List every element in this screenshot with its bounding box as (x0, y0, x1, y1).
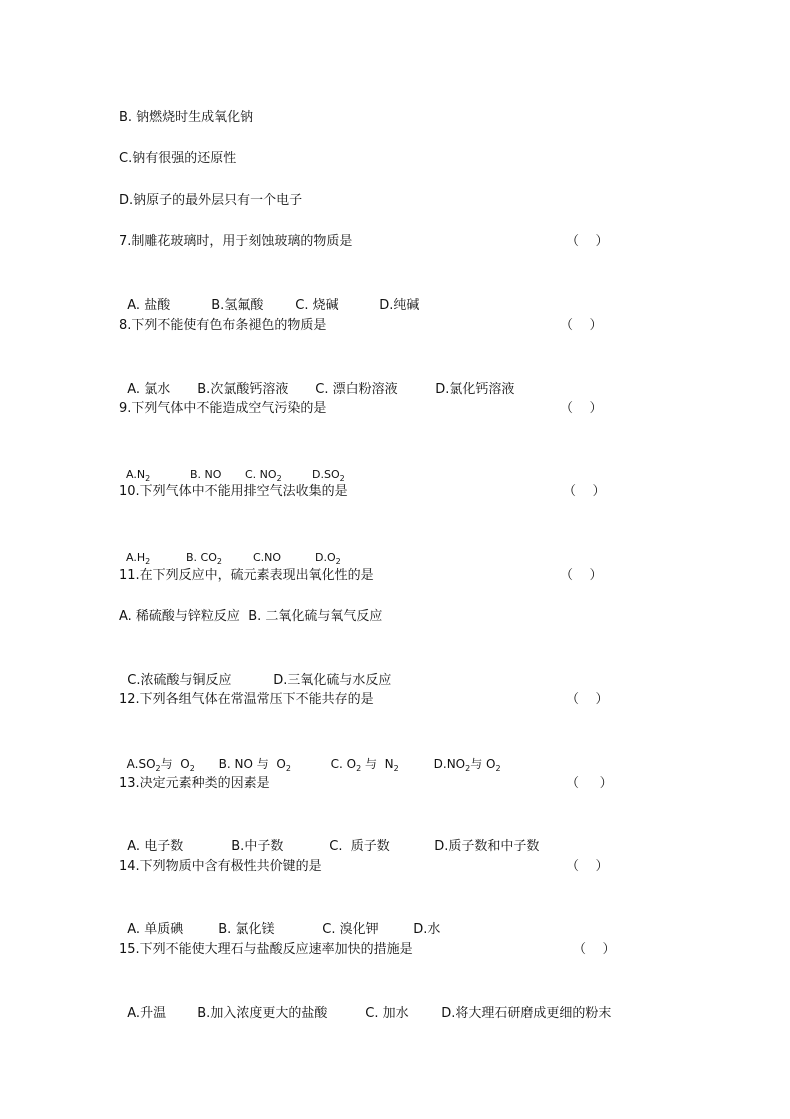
option: C. 质子数 (329, 839, 390, 854)
question-11-answer-blank: （ ） (560, 568, 603, 583)
question-11-options-line-1: A. 稀硫酸与锌粒反应 B. 二氧化硫与氧气反应 (119, 609, 383, 624)
option: B.加入浓度更大的盐酸 (197, 1006, 328, 1021)
option: $A.H_2$ (126, 551, 151, 566)
option: B. NO (190, 468, 222, 481)
question-8-answer-blank: （ ） (560, 318, 603, 333)
option: D.将大理石研磨成更细的粉末 (441, 1006, 612, 1021)
option: B.次氯酸钙溶液 (197, 382, 289, 397)
question-8-options (119, 357, 640, 397)
option: A.升温 (127, 1006, 167, 1021)
option: C. 溴化钾 (322, 922, 379, 937)
question-7-answer-blank: （ ） (566, 234, 609, 249)
option: B.氢氟酸 (211, 298, 264, 313)
question-12-answer-blank: （ ） (566, 692, 609, 707)
question-12-options (119, 731, 640, 773)
question-11-options-line-2 (119, 648, 640, 688)
option: A. 盐酸 (127, 298, 171, 313)
question-10-answer-blank: （ ） (563, 484, 606, 499)
option-c-line: C.钠有很强的还原性 (119, 151, 237, 166)
option: $D.O_2$ (315, 551, 341, 566)
option: $A.N_2$ (126, 468, 151, 483)
question-13-answer-blank: （ ） (566, 776, 613, 791)
question-9-options (119, 442, 640, 483)
option: A. 氯水 (127, 382, 171, 397)
option-d-line: D.钠原子的最外层只有一个电子 (119, 193, 303, 208)
option: B.中子数 (231, 839, 284, 854)
question-12-stem: 12.下列各组气体在常温常压下不能共存的是 (119, 692, 374, 707)
option: B. NO 与 $O_2$ (218, 757, 291, 773)
question-11-stem: 11.在下列反应中，硫元素表现出氧化性的是 (119, 568, 374, 583)
option: D.质子数和中子数 (434, 839, 540, 854)
option: B. $CO_2$ (186, 551, 222, 566)
option: C.浓硫酸与铜反应 (127, 673, 232, 688)
question-7-options (119, 273, 640, 313)
question-9-answer-blank: （ ） (560, 401, 603, 416)
question-13-stem: 13.决定元素种类的因素是 (119, 776, 270, 791)
option-b-line: B. 钠燃烧时生成氧化钠 (119, 110, 254, 125)
option: D.三氧化硫与水反应 (273, 673, 392, 688)
option: B. 氯化镁 (218, 922, 275, 937)
option: C. $O_2$ 与 $N_2$ (330, 757, 399, 773)
question-10-options (119, 525, 640, 566)
question-9-stem: 9.下列气体中不能造成空气污染的是 (119, 401, 327, 416)
option: A. 电子数 (127, 839, 184, 854)
option: D.纯碱 (379, 298, 420, 313)
option: C. $NO_2$ (245, 468, 282, 483)
question-15-options (119, 981, 690, 1021)
option: $A.SO_2$与 $O_2$ (126, 757, 195, 773)
question-14-options (119, 897, 640, 937)
option: $D.SO_2$ (312, 468, 345, 483)
question-14-stem: 14.下列物质中含有极性共价键的是 (119, 859, 322, 874)
question-15-stem: 15.下列不能使大理石与盐酸反应速率加快的措施是 (119, 942, 413, 957)
option: C. 漂白粉溶液 (315, 382, 398, 397)
option: C. 烧碱 (295, 298, 339, 313)
option: $D.NO_2$与 $O_2$ (433, 757, 501, 773)
option: C.NO (253, 551, 282, 564)
option: A. 单质碘 (127, 922, 184, 937)
question-7-stem: 7.制雕花玻璃时，用于刻蚀玻璃的物质是 (119, 234, 353, 249)
question-14-answer-blank: （ ） (566, 859, 609, 874)
question-15-answer-blank: （ ） (573, 942, 616, 957)
option: D.氯化钙溶液 (435, 382, 515, 397)
question-13-options (119, 814, 640, 854)
question-8-stem: 8.下列不能使有色布条褪色的物质是 (119, 318, 327, 333)
option: D.水 (413, 922, 441, 937)
question-10-stem: 10.下列气体中不能用排空气法收集的是 (119, 484, 348, 499)
option: C. 加水 (365, 1006, 409, 1021)
